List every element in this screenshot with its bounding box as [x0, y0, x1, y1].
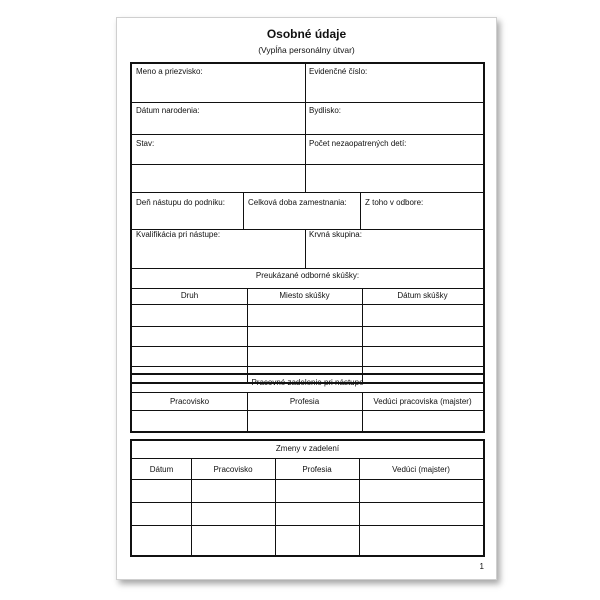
assignment-section	[130, 373, 485, 433]
exams-col-place: Miesto skúšky	[279, 291, 330, 300]
assignment-col-workplace: Pracovisko	[169, 397, 210, 406]
changes-col-date: Dátum	[149, 465, 174, 474]
start-date-label: Deň nástupu do podniku:	[136, 198, 225, 207]
form-page	[116, 17, 497, 580]
changes-section	[130, 439, 485, 557]
assignment-col-supervisor: Vedúci pracoviska (majster)	[373, 397, 472, 406]
changes-col-profession: Profesia	[302, 465, 332, 474]
personal-data-section	[130, 62, 485, 384]
assignment-title: Pracovné zadelenie pri nástupe	[251, 378, 364, 387]
total-employment-label: Celková doba zamestnania:	[248, 198, 347, 207]
assignment-col-profession: Profesia	[289, 397, 320, 406]
form-title: Osobné údaje	[266, 27, 347, 41]
exams-col-type: Druh	[180, 291, 199, 300]
residence-label: Bydlisko:	[309, 106, 342, 115]
exams-col-date: Dátum skúšky	[397, 291, 448, 300]
changes-title: Zmeny v zadelení	[275, 444, 340, 453]
marital-status-label: Stav:	[136, 139, 155, 148]
name-label: Meno a priezvisko:	[136, 67, 203, 76]
changes-col-workplace: Pracovisko	[213, 465, 253, 474]
exams-title: Preukázané odborné skúšky:	[255, 271, 360, 280]
dependents-label: Počet nezaopatrených detí:	[309, 139, 407, 148]
in-field-label: Z toho v odbore:	[365, 198, 424, 207]
birth-date-label: Dátum narodenia:	[136, 106, 200, 115]
page-number: 1	[479, 562, 484, 571]
blood-type-label: Krvná skupina:	[309, 230, 362, 239]
employee-number-label: Evidenčné číslo:	[309, 67, 368, 76]
form-subtitle: (Vypĺňa personálny útvar)	[258, 45, 355, 55]
changes-col-supervisor: Vedúci (majster)	[392, 465, 450, 474]
qualification-label: Kvalifikácia pri nástupe:	[136, 230, 221, 239]
